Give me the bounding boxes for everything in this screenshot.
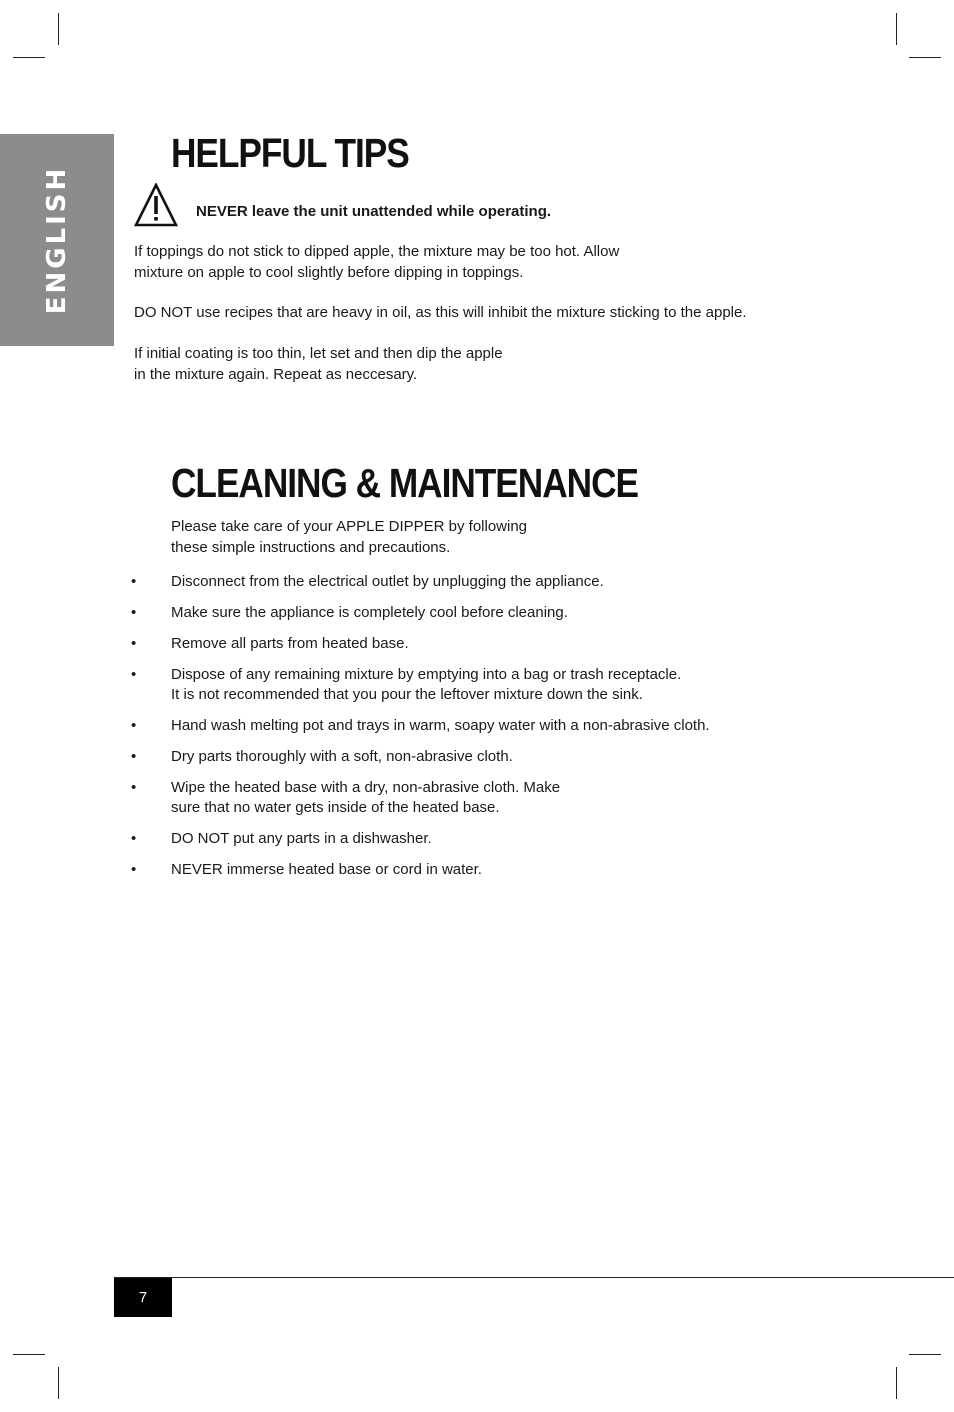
- bullet-icon: •: [131, 666, 137, 683]
- warning-text: NEVER leave the unit unattended while operating.: [196, 203, 552, 220]
- list-item-text: NEVER immerse heated base or cord in water.: [171, 861, 482, 878]
- page-number: 7: [114, 1278, 172, 1317]
- crop-mark: [909, 1354, 941, 1355]
- list-item-text: Make sure the appliance is completely cool before cleaning.: [171, 604, 568, 621]
- helpful-tips-title: HELPFUL TIPS: [171, 130, 409, 176]
- list-item-text: Remove all parts from heated base.: [171, 635, 409, 652]
- cleaning-title: CLEANING & MAINTENANCE: [171, 460, 639, 506]
- list-item-text: Hand wash melting pot and trays in warm, soapy water with a non-abrasive cloth.: [171, 717, 710, 734]
- tip-paragraph: DO NOT use recipes that are heavy in oil, as this will inhibit the mixture sticking to the apple.: [134, 304, 747, 321]
- list-item-text: Disconnect from the electrical outlet by unplugging the appliance.: [171, 573, 604, 590]
- crop-mark: [909, 57, 941, 58]
- language-tab-label: ENGLISH: [42, 165, 72, 315]
- bullet-icon: •: [131, 604, 137, 621]
- list-item-text: Dispose of any remaining mixture by emptying into a bag or trash receptacle. It is not recommended that you pour the leftover mixture down the sink.: [171, 666, 682, 703]
- crop-mark: [58, 13, 59, 45]
- bullet-icon: •: [131, 717, 137, 734]
- list-item-text: DO NOT put any parts in a dishwasher.: [171, 830, 432, 847]
- crop-mark: [58, 1367, 59, 1399]
- cleaning-intro: Please take care of your APPLE DIPPER by following these simple instructions and precautions.: [171, 518, 528, 556]
- bullet-icon: •: [131, 830, 137, 847]
- bullet-icon: •: [131, 635, 137, 652]
- language-tab: [0, 134, 114, 346]
- crop-mark: [13, 1354, 45, 1355]
- bullet-icon: •: [131, 779, 137, 796]
- crop-mark: [896, 13, 897, 45]
- list-item-text: Dry parts thoroughly with a soft, non-abrasive cloth.: [171, 748, 513, 765]
- crop-mark: [13, 57, 45, 58]
- crop-mark: [896, 1367, 897, 1399]
- tip-paragraph: If toppings do not stick to dipped apple, the mixture may be too hot. Allow mixture on apple to cool slightly before dipping in toppings.: [134, 243, 620, 281]
- tip-paragraph: If initial coating is too thin, let set and then dip the apple in the mixture again. Repeat as neccesary.: [134, 345, 503, 383]
- bullet-icon: •: [131, 861, 137, 878]
- warning-triangle-icon: [134, 183, 178, 227]
- bullet-icon: •: [131, 573, 137, 590]
- bullet-icon: •: [131, 748, 137, 765]
- footer-rule: [114, 1277, 954, 1278]
- list-item-text: Wipe the heated base with a dry, non-abrasive cloth. Make sure that no water gets inside of the heated base.: [171, 779, 561, 816]
